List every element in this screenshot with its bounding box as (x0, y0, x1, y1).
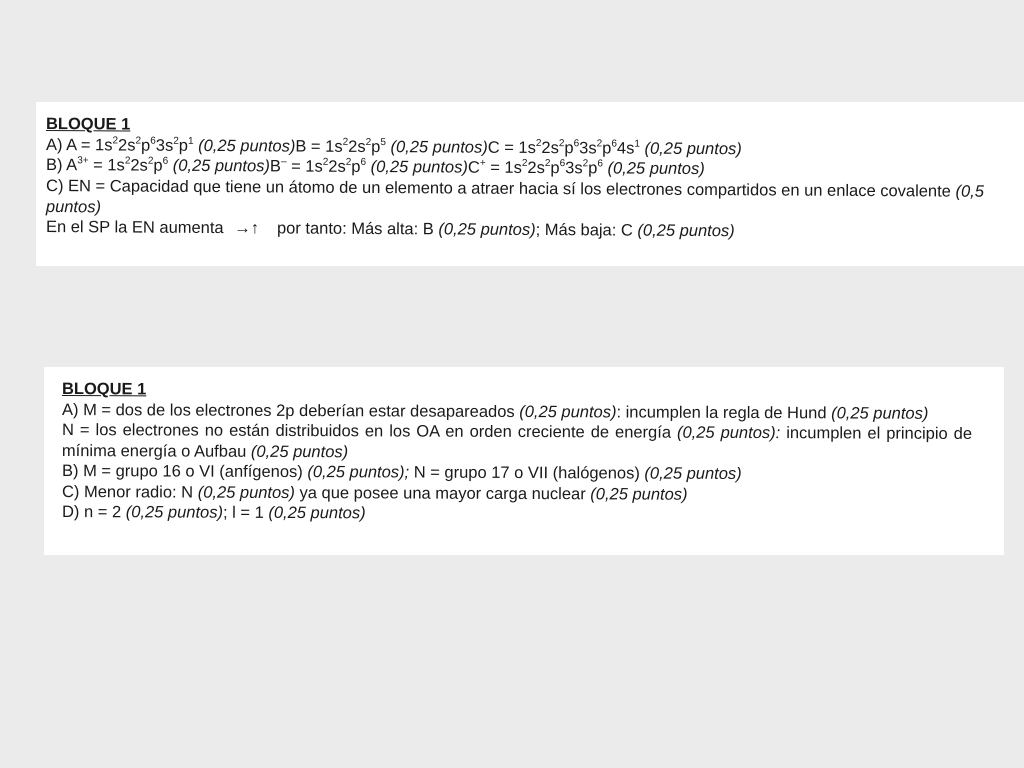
superscript: 2 (521, 157, 528, 169)
formula-text: = 1s (485, 158, 522, 177)
formula-text: C (467, 158, 480, 177)
formula-text: p (371, 137, 381, 156)
definition-text: C) EN = Capacidad que tiene un átomo de un elemento a atraer hacia sí los electrones compartidos en un enlace covalente (46, 176, 951, 201)
ion-charge: – (280, 156, 287, 168)
formula-text: = 1s (286, 157, 323, 176)
answer-text: ya que posee una mayor carga nuclear (294, 483, 591, 503)
block2-title: BLOQUE 1 (61, 380, 147, 399)
superscript: 2 (558, 137, 565, 149)
answer-text: C) Menor radio: N (61, 482, 198, 502)
points-label: (0,25 puntos) (366, 157, 468, 177)
superscript: 2 (322, 156, 329, 168)
block1-line-c (46, 176, 996, 223)
formula-text: C = 1s (487, 138, 536, 157)
points-label: (0,25 puntos) (197, 483, 295, 502)
superscript: 2 (147, 155, 154, 167)
points-label: (0,5 puntos) (45, 182, 984, 216)
trend-text: ; Más baja: C (535, 220, 633, 240)
formula-text: p (550, 159, 560, 178)
points-label: (0,25 puntos) (590, 484, 688, 504)
answer-text: N = grupo 17 o VII (halógenos) (409, 463, 645, 483)
superscript: 5 (380, 136, 386, 148)
answer-text: incumplen el principio de mínima energía o Aufbau (61, 424, 973, 461)
points-label: (0,25 puntos) (168, 156, 271, 176)
formula-text: 4s (616, 138, 635, 158)
superscript: 2 (365, 136, 372, 148)
superscript: 2 (124, 155, 131, 167)
formula-text: = 1s (88, 156, 125, 175)
formula-text: 2s (118, 135, 136, 155)
formula-text: p (141, 136, 151, 155)
superscript: 2 (135, 135, 142, 147)
superscript: 2 (582, 158, 589, 170)
points-label: (0,25 puntos) (831, 403, 929, 423)
superscript: 6 (150, 135, 156, 147)
formula-text: 3s (565, 159, 583, 178)
formula-text: p (588, 159, 598, 178)
points-label: (0,25 puntos) (632, 221, 735, 240)
superscript: 2 (112, 134, 119, 146)
formula-text: p (602, 138, 612, 157)
superscript: 2 (173, 135, 179, 147)
formula-text: 2s (328, 157, 346, 176)
formula-text: 3s (155, 136, 174, 155)
points-label: (0,25 puntos) (268, 503, 366, 523)
points-label: (0,25 puntos) (602, 159, 705, 179)
formula-text: 2s (541, 138, 559, 157)
superscript: 1 (187, 135, 194, 147)
superscript: 2 (535, 137, 542, 149)
formula-text: p (564, 138, 574, 157)
answer-text: ; l = 1 (222, 503, 269, 522)
arrow-right-up-icon: →↑ (234, 218, 260, 237)
superscript: 6 (597, 158, 604, 170)
superscript: 1 (634, 138, 641, 150)
superscript: 6 (360, 156, 367, 168)
formula-text: 2s (130, 156, 148, 175)
superscript: 6 (162, 155, 169, 167)
points-label: (0,25 puntos) (250, 442, 349, 461)
points-label: (0,25 puntos): (676, 423, 781, 443)
answer-text: : incumplen la regla de Hund (616, 402, 832, 422)
points-label: (0,25 puntos) (125, 503, 224, 522)
formula-text: 2s (348, 137, 366, 156)
points-label: (0,25 puntos) (519, 402, 617, 421)
answer-text: N = los electrones no están distribuidos en los OA en orden creciente de energía (62, 421, 678, 442)
formula-text: B (269, 157, 282, 176)
superscript: 2 (342, 136, 349, 148)
ion-charge: + (479, 157, 486, 169)
trend-text: por tanto: Más alta: B (276, 218, 434, 238)
superscript: 2 (544, 158, 551, 170)
superscript: 6 (559, 158, 566, 170)
formula-text: p (153, 156, 163, 175)
points-label: (0,25 puntos) (193, 136, 296, 156)
formula-text: B = 1s (295, 137, 343, 156)
answer-text: A) M = dos de los electrones 2p deberían estar desapareados (61, 400, 520, 421)
superscript: 2 (596, 137, 603, 149)
ion-charge: 3+ (77, 155, 89, 167)
points-label: (0,25 puntos); (307, 463, 410, 482)
block2-line-d (62, 502, 986, 527)
formula-text: B) A (45, 156, 78, 175)
formula-text: 2s (527, 158, 545, 178)
block2-line-n (62, 420, 972, 465)
formula-text: 3s (579, 138, 597, 157)
answer-block-1 (36, 102, 1024, 266)
answer-text: B) M = grupo 16 o VI (anfígenos) (61, 462, 308, 482)
answer-block-2 (44, 367, 1004, 555)
formula-text: p (351, 157, 361, 176)
points-label: (0,25 puntos) (433, 219, 536, 239)
points-label: (0,25 puntos) (385, 137, 488, 157)
superscript: 6 (611, 137, 618, 149)
block1-title: BLOQUE 1 (45, 115, 131, 134)
points-label: (0,25 puntos) (639, 139, 742, 158)
formula-text: A) A = 1s (45, 135, 113, 154)
formula-text: p (178, 136, 189, 155)
points-label: (0,25 puntos) (644, 464, 742, 483)
superscript: 2 (345, 156, 352, 168)
trend-text: En el SP la EN aumenta (45, 217, 224, 237)
superscript: 6 (573, 137, 580, 149)
answer-text: D) n = 2 (61, 503, 126, 522)
